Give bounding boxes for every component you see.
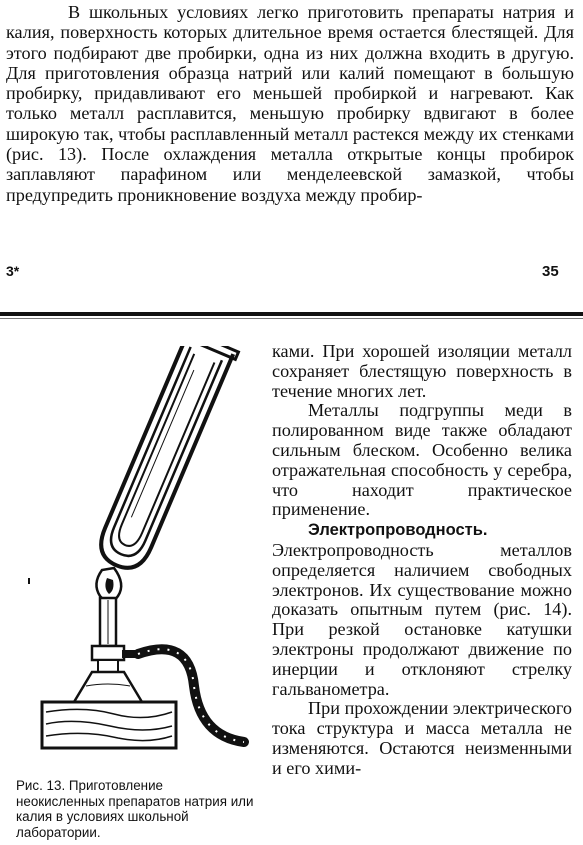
figure-test-tubes-over-burner: [14, 346, 262, 776]
figure-caption: Рис. 13. Приготовление неокисленных препаратов натрия или калия в условиях школьной лаборатории.: [16, 778, 254, 840]
paragraph-2: Металлы подгруппы меди в полированном виде также обладают сильным блеском. Особенно велика отражательная способность у серебра, что находит практическое применение.: [272, 400, 572, 520]
outer-test-tube-icon: [90, 346, 239, 577]
right-text-column: [272, 342, 572, 845]
paragraph-3-body: Электропроводность металлов определяется наличием свободных электронов. Их существование можно доказать опытным путем (рис. 14). При резкой остановке катушки электроны продолжают движение по инерции и отклоняют стрелку гальванометра.: [272, 539, 572, 699]
burner-base-icon: [74, 672, 142, 702]
burner-valve-icon: [92, 646, 124, 660]
section-heading-electroconductivity: Электропроводность.: [308, 521, 488, 540]
page-number: 35: [542, 263, 559, 280]
test-tube-burner-illustration: [14, 346, 262, 776]
wooden-stand-icon: [42, 702, 176, 748]
page-separator-thin: [0, 318, 583, 319]
flame-core-icon: [105, 578, 113, 594]
signature-mark: 3*: [6, 263, 20, 279]
page-separator: [0, 312, 583, 316]
paragraph-1: ками. При хорошей изоляции металл сохраняет блестящую поверхность в течение многих лет.: [272, 342, 572, 401]
upper-page: [0, 0, 583, 306]
paragraph-4: При прохождении электрического тока структура и масса металла не изменяются. Остаются неизменными и его хими-: [272, 698, 572, 778]
paragraph-3: [272, 520, 572, 699]
upper-page-paragraph: В школьных условиях легко приготовить препараты натрия и калия, поверхность которых длительное время остается блестящей. Для этого подбирают две пробирки, одна из них должна входить в другую. Для приготовления образца натрий или калий помещают в большую пробирку, придавливают его меньшей пробиркой и нагревают. Как только металл расплавится, меньшую пробирку вдвигают в более широкую так, чтобы расплавленный металл растекся между их стенками (рис. 13). После охлаждения металла открытые концы пробирок заплавляют парафином или менделеевской замазкой, чтобы предупредить проникновение воздуха между пробир-: [6, 2, 574, 205]
